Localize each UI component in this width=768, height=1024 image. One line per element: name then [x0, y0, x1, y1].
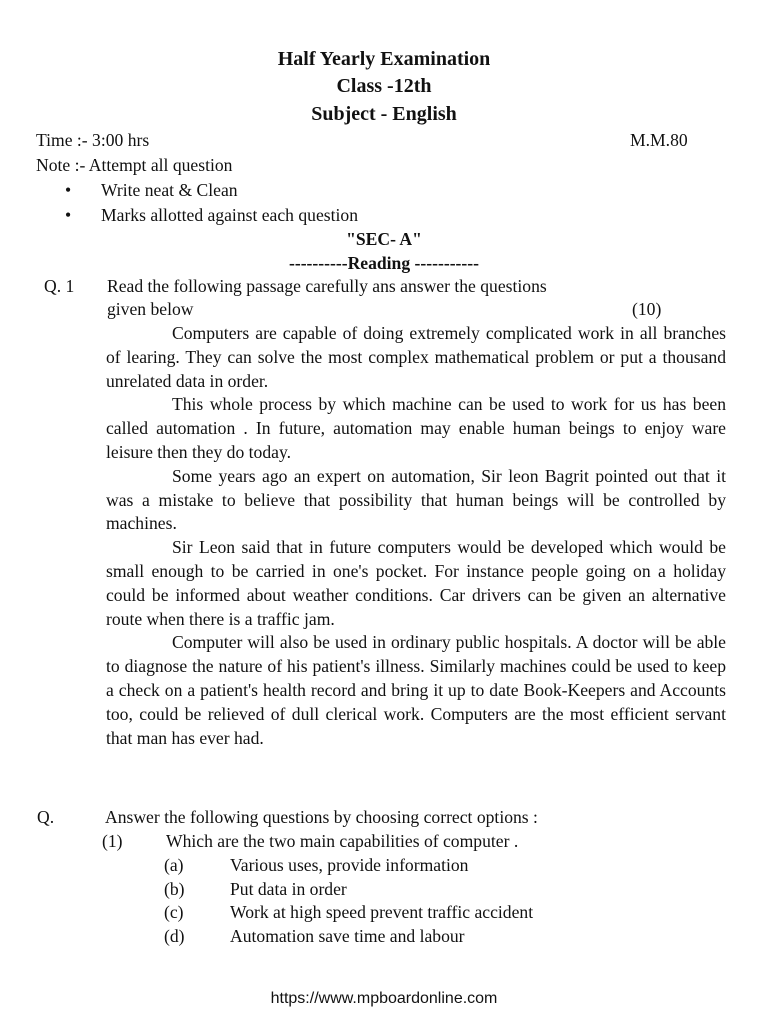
- passage-paragraph: Computer will also be used in ordinary public hospitals. A doctor will be able to diagnose the nature of his patient's illness. Similarly machines could be used to keep a check on a patient's health record and bring it up to date Book-Keepers and Accounts too, could be relieved of dull clerical work. Computers are the most efficient servant that man has ever had.: [106, 632, 726, 748]
- question-instruction: Answer the following questions by choosing correct options :: [105, 807, 538, 827]
- question-instruction-cont: given below: [107, 299, 194, 319]
- section-name: "SEC- A": [346, 229, 422, 249]
- question-number: Q. 1: [44, 276, 75, 296]
- sub-question-number: (1): [102, 831, 123, 851]
- note-text: Note :- Attempt all question: [36, 155, 233, 175]
- option-label: (c): [164, 902, 184, 922]
- footer-url[interactable]: https://www.mpboardonline.com: [270, 990, 498, 1007]
- option-text: Various uses, provide information: [230, 855, 469, 875]
- max-marks: M.M.80: [630, 130, 688, 150]
- option-label: (b): [164, 879, 185, 899]
- passage-paragraph: Some years ago an expert on automation, Sir leon Bagrit pointed out that it was a mistake to believe that possibility that human beings will be controlled by machines.: [106, 465, 726, 534]
- exam-title: Half Yearly Examination: [277, 48, 491, 70]
- option-label: (d): [164, 926, 185, 946]
- subject-title: Subject - English: [311, 103, 457, 125]
- bullet-item: • Write neat & Clean: [101, 180, 238, 201]
- passage-paragraph: Computers are capable of doing extremely complicated work in all branches of learing. They can solve the most complex mathematical problem or put a thousand unrelated data in order.: [106, 323, 726, 391]
- reading-passage: [106, 322, 726, 750]
- question-number: Q.: [37, 807, 55, 827]
- passage-paragraph: Sir Leon said that in future computers would be developed which would be small enough to be carried in one's pocket. For instance people going on a holiday could be informed about weather conditions. Car drivers can be given an alternative route when there is a traffic jam.: [106, 537, 726, 629]
- option-text: Automation save time and labour: [230, 926, 465, 946]
- passage-paragraph: This whole process by which machine can be used to work for us has been called automation . In future, automation may enable human beings to enjoy ware leisure then they do today.: [106, 394, 726, 462]
- class-title: Class -12th: [336, 75, 432, 97]
- option-text: Put data in order: [230, 879, 347, 899]
- time-label: Time :- 3:00 hrs: [36, 130, 150, 150]
- bullet-item: • Marks allotted against each question: [101, 205, 358, 226]
- option-text: Work at high speed prevent traffic accident: [230, 902, 534, 922]
- question-marks: (10): [632, 299, 662, 319]
- question-instruction: Read the following passage carefully ans answer the questions: [107, 276, 547, 296]
- sub-question-text: Which are the two main capabilities of computer .: [166, 831, 519, 851]
- section-heading: ----------Reading -----------: [288, 253, 479, 273]
- option-label: (a): [164, 855, 184, 875]
